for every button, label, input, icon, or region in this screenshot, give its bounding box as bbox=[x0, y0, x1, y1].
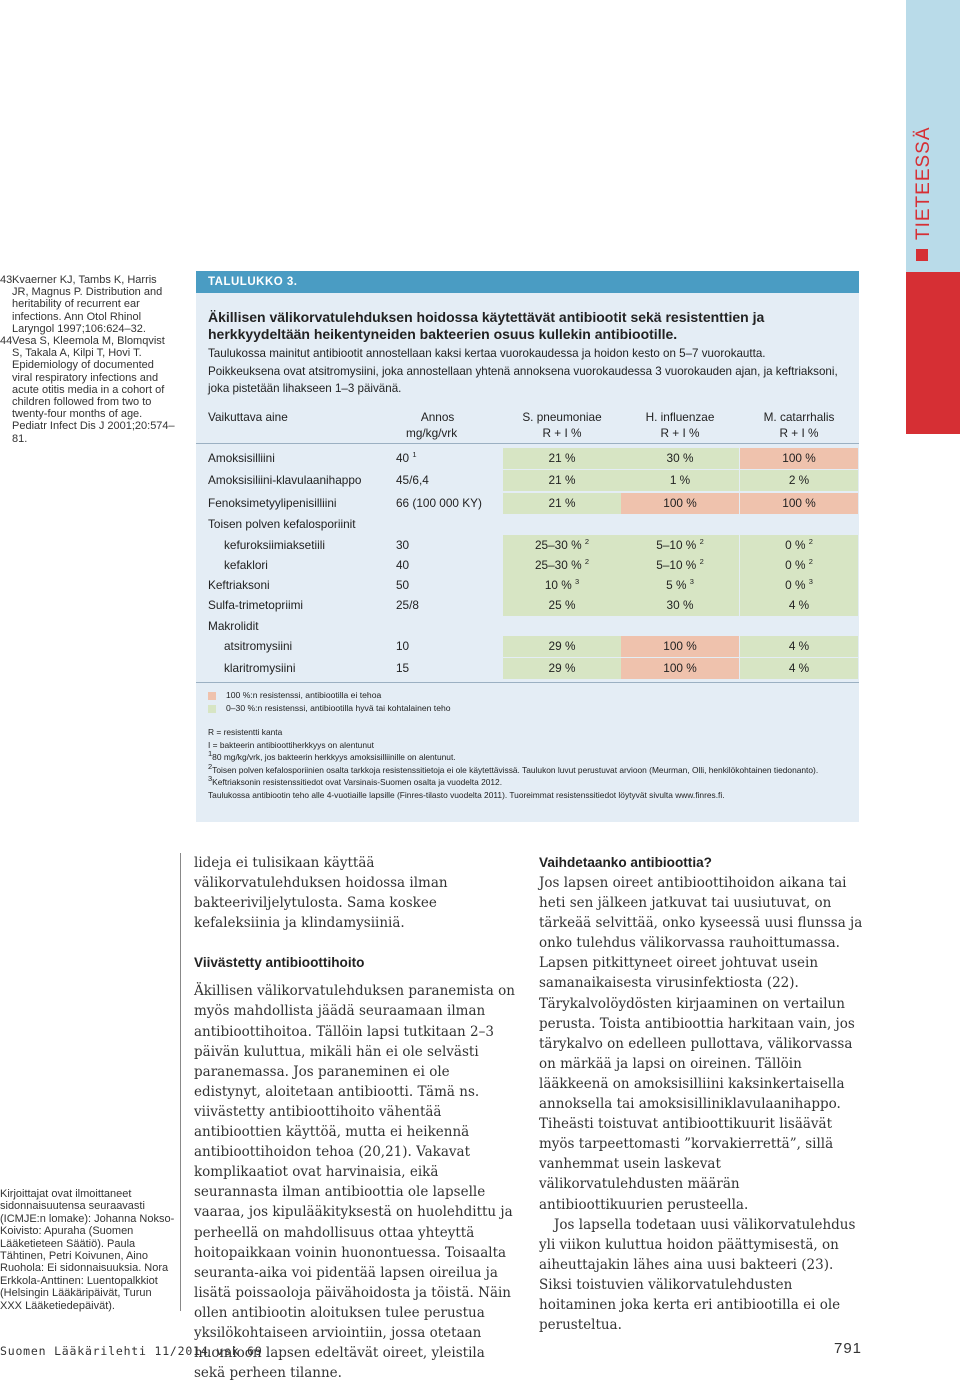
cell-catarrhalis: 4 % bbox=[740, 658, 858, 679]
cell-drug: Amoksisilliini bbox=[208, 451, 275, 465]
section-heading: Viivästetty antibioottihoito bbox=[194, 955, 365, 971]
legend-text: 100 %:n resistenssi, antibiootilla ei tehoa bbox=[226, 690, 382, 700]
table-divider bbox=[196, 682, 859, 683]
footnote-ref: 2 bbox=[699, 557, 704, 567]
cell-drug: Keftriaksoni bbox=[208, 578, 270, 592]
note-line bbox=[208, 776, 848, 789]
paragraph: Jos lapsella todetaan uusi välikorvatulehdus yli viikon kuluttua hoidon päättymisestä, on aiheuttajakin lähes aina uusi bakteeri (23). Siksi toistuvien välikorvatulehdusten hoitaminen joka kerta eri antibiootilla ei ole perusteltua. bbox=[539, 1216, 856, 1334]
cell-drug: Sulfa-trimetopriimi bbox=[208, 598, 304, 612]
footnote-ref: 2 bbox=[584, 557, 590, 567]
footnote-ref: 2 bbox=[584, 537, 590, 547]
footnote-ref: 2 bbox=[699, 537, 704, 547]
cell-drug: atsitromysiini bbox=[224, 639, 293, 653]
note-line: I = bakteerin antibioottiherkkyys on alentunut bbox=[208, 739, 374, 750]
cell-catarrhalis bbox=[740, 575, 858, 596]
section-label bbox=[913, 126, 934, 440]
section-heading: Vaihdetaanko antibioottia? bbox=[539, 855, 712, 870]
table-title: Äkillisen välikorvatulehduksen hoidossa käytettävät antibiootit sekä resistenttien ja herkkyydeltään heikentyneiden bakteerien osuus kullekin antibiootille. bbox=[208, 309, 765, 342]
table-header-bar bbox=[196, 271, 859, 293]
cell-influenzae: 30 % bbox=[621, 448, 739, 469]
cell-value: 25–30 % bbox=[534, 558, 582, 572]
cell-drug: kefaklori bbox=[224, 558, 268, 572]
header-pneumoniae-unit: R + I % bbox=[542, 426, 582, 440]
cell-catarrhalis: 4 % bbox=[740, 595, 858, 616]
reference-item bbox=[0, 335, 176, 445]
footnote-mark: 1 bbox=[208, 749, 213, 759]
cell-pneumoniae bbox=[503, 575, 621, 596]
header-influenzae-name: H. influenzae bbox=[645, 410, 715, 424]
footnote-mark: 3 bbox=[208, 774, 213, 784]
cell-drug: Fenoksimetyylipenisilliini bbox=[208, 496, 337, 510]
cell-pneumoniae: 29 % bbox=[503, 658, 621, 679]
cell-dose: 30 bbox=[396, 538, 410, 552]
cell-dose: 40 bbox=[396, 558, 410, 572]
legend-item bbox=[208, 702, 451, 715]
article-column-right bbox=[539, 853, 863, 1335]
note-text: Toisen polven kefalosporiinien osalta tarkkoja resistenssitietoja ei ole käytettävissä. Taulukon luvut perustuvat arvioon (Meurman, Olli, henkilökohtainen tiedonanto). bbox=[212, 764, 819, 775]
cell-pneumoniae: 25 % bbox=[503, 595, 621, 616]
cell-dose: 50 bbox=[396, 578, 410, 592]
cell-value: 25–30 % bbox=[534, 538, 582, 552]
cell-dose: 66 (100 000 KY) bbox=[396, 496, 482, 510]
legend-swatch-green bbox=[208, 705, 216, 713]
cell-catarrhalis bbox=[740, 535, 858, 556]
footnote-ref: 1 bbox=[412, 450, 417, 460]
footnote-ref: 3 bbox=[808, 577, 813, 587]
table-divider bbox=[196, 443, 859, 444]
table-legend bbox=[208, 689, 451, 715]
reference-text: Kvaerner KJ, Tambs K, Harris JR, Magnus P. Distribution and heritability of recurrent ear infections. Ann Otol Rhinol Laryngol 1997;106:624–32. bbox=[12, 274, 163, 335]
cell-value: 5–10 % bbox=[656, 538, 697, 552]
cell-drug-group: Toisen polven kefalosporiinit bbox=[208, 517, 356, 531]
cell-influenzae: 100 % bbox=[621, 636, 739, 657]
paragraph: lideja ei tulisikaan käyttää välikorvatulehduksen hoidossa ilman bakteeriviljelytulosta. Sama koskee kefaleksiinia ja klindamysiiniä. bbox=[194, 855, 448, 932]
antibiotic-table bbox=[196, 271, 859, 822]
cell-catarrhalis bbox=[740, 555, 858, 576]
cell-influenzae: 30 % bbox=[621, 595, 739, 616]
section-marker bbox=[916, 249, 928, 261]
cell-dose: 15 bbox=[396, 661, 410, 675]
table-notes bbox=[208, 726, 848, 801]
cell-catarrhalis: 100 % bbox=[740, 448, 858, 469]
paragraph: Äkillisen välikorvatulehduksen paranemista on myös mahdollista jäädä seuraamaan ilman antibioottihoitoa. Tällöin lapsi tutkitaan 2–3 päivän kuluttua, mikäli hän ei ole selvästi paranemassa. Jos paraneminen ei ole edistynyt, aloitetaan antibiootti. Tämä ns. viivästetty antibioottihoito vähentää antibioottien käyttöä, mutta ei heikennä antibioottihoidon tehoa (20,21). Vakavat komplikaatiot ovat harvinaisia, eikä seurannasta ilman antibioottia ole lapselle vaaraa, jos kipulääkityksestä on huolehdittu ja perheellä on mahdollisuus ottaa yhteyttä hoitopaikkaan voinin huonontuessa. Toisaalta seuranta-aika voi pidentää lapsen oireilua ja lisätä poissaoloja päivähoidosta ja töistä. Näin ollen antibiootin aloituksen tulee perustua yksilökohtaiseen arviointiin, jossa otetaan huomioon lapsen edeltävät oireet, yleistila sekä perheen tilanne. bbox=[194, 983, 515, 1382]
header-catarrhalis-name: M. catarrhalis bbox=[763, 410, 835, 424]
cell-drug: kefuroksiimiaksetiili bbox=[224, 538, 325, 552]
cell-value: 5 % bbox=[666, 578, 687, 592]
cell-influenzae bbox=[621, 555, 739, 576]
cell-value: 0 % bbox=[785, 558, 806, 572]
cell-value: 0 % bbox=[785, 578, 806, 592]
cell-influenzae: 1 % bbox=[621, 470, 739, 491]
header-pneumoniae-name: S. pneumoniae bbox=[522, 410, 602, 424]
legend-text: 0–30 %:n resistenssi, antibiootilla hyvä tai kohtalainen teho bbox=[226, 703, 451, 713]
note-line: Taulukossa antibiootin teho alle 4-vuotiaille lapsille (Finres-tilasto vuodelta 2011). Tuoreimmat resistenssitiedot löytyvät sivulta www.finres.fi. bbox=[208, 789, 725, 800]
header-pneumoniae bbox=[503, 409, 621, 441]
reference-text: Vesa S, Kleemola M, Blomqvist S, Takala A, Kilpi T, Hovi T. Epidemiology of documented viral respiratory infections and acute otitis media in a cohort of children followed from two to twenty-four months of age. Pediatr Infect Dis J 2001;20:574–81. bbox=[12, 335, 175, 445]
journal-footer: Suomen Lääkärilehti 11/2014 vsk 69 bbox=[0, 1344, 263, 1358]
header-influenzae-unit: R + I % bbox=[660, 426, 700, 440]
header-annos-line: Annos bbox=[420, 410, 455, 424]
reference-number: 44 bbox=[0, 335, 13, 348]
reference-list bbox=[0, 274, 176, 445]
cell-influenzae bbox=[621, 575, 739, 596]
conflict-of-interest-note: Kirjoittajat ovat ilmoittaneet sidonnaisuutensa seuraavasti (ICMJE:n lomake): Johanna Nokso-Koivisto: Apuraha (Suomen Lääketieteen Säätiö). Paula Tähtinen, Petri Koivunen, Aino Ruohola: Ei sidonnaisuuksia. Nora Erkkola-Anttinen: Luentopalkkiot (Helsingin Lääkäripäivät, Turun XXX Lääketiedepäivät). bbox=[0, 1188, 175, 1312]
cell-value: 5–10 % bbox=[656, 558, 697, 572]
cell-influenzae: 100 % bbox=[621, 658, 739, 679]
header-annos-unit: mg/kg/vrk bbox=[406, 426, 458, 440]
cell-influenzae bbox=[621, 535, 739, 556]
footnote-ref: 3 bbox=[689, 577, 694, 587]
footnote-ref: 2 bbox=[808, 557, 813, 567]
header-aine: Vaikuttava aine bbox=[208, 410, 288, 424]
cell-pneumoniae bbox=[503, 555, 621, 576]
article-column-middle bbox=[194, 853, 519, 1383]
cell-pneumoniae: 21 % bbox=[503, 493, 621, 514]
cell-dose: 10 bbox=[396, 639, 410, 653]
cell-value: 0 % bbox=[785, 538, 806, 552]
table-description-line: Poikkeuksena ovat atsitromysiini, joka annostellaan yhtenä annoksena vuorokaudessa 3 vuorokauden ajan, ja keftriaksoni, joka pistetään lihakseen 1–3 päivänä. bbox=[208, 364, 838, 395]
footnote-mark: 2 bbox=[208, 761, 213, 771]
reference-item bbox=[0, 274, 176, 335]
note-line bbox=[208, 751, 848, 764]
footnote-ref: 2 bbox=[808, 537, 813, 547]
cell-drug: Amoksisiliini-klavulaanihappo bbox=[208, 473, 362, 487]
cell-value: 10 % bbox=[544, 578, 572, 592]
cell-pneumoniae: 21 % bbox=[503, 448, 621, 469]
footnote-ref: 3 bbox=[575, 577, 580, 587]
paragraph: Jos lapsen oireet antibioottihoidon aikana tai heti sen jälkeen jatkuvat tai uusiutuvat, on tärkeää selvittää, onko kyseessä uusi flunssa ja onko tulehdus välikorvassa rauhoittumassa. Lapsen pitkittyneet oireet johtuvat usein samanaikaisesta virusinfektiosta (22). Tärykalvolöydösten kirjaaminen on vertailun perusta. Toista antibioottia harkitaan vain, jos tärykalvo on edelleen pullottava, välikorvassa on märkää ja lapsi on oireinen. Tällöin lääkkeenä on amoksisilliini kaksinkertaisella annoksella tai amoksisilliniklavulaanihappo. Tiheästi toistuvat antibioottikuurit lisäävät myös tarpeettomasti ”korvakierrettä”, sillä vanhemmat usein laskevat välikorvatulehdusten määrän antibioottikuurien perusteella. bbox=[539, 875, 863, 1213]
reference-number: 43 bbox=[0, 274, 13, 286]
cell-catarrhalis: 4 % bbox=[740, 636, 858, 657]
cell-pneumoniae bbox=[503, 535, 621, 556]
column-divider bbox=[180, 853, 181, 1311]
cell-dose bbox=[396, 448, 466, 469]
cell-drug-group: Makrolidit bbox=[208, 619, 259, 633]
cell-pneumoniae: 29 % bbox=[503, 636, 621, 657]
header-catarrhalis bbox=[740, 409, 858, 441]
legend-swatch-pink bbox=[208, 692, 216, 700]
legend-item bbox=[208, 689, 451, 702]
note-text: Keftriaksonin resistenssitiedot ovat Varsinais-Suomen osalta ja vuodelta 2012. bbox=[212, 777, 503, 787]
table-number: TALULUKKO 3. bbox=[208, 276, 298, 288]
cell-dose: 25/8 bbox=[396, 598, 419, 612]
section-label-text: TIETEESSÄ bbox=[913, 126, 934, 240]
cell-drug: klaritromysiini bbox=[224, 661, 296, 675]
table-description-line: Taulukossa mainitut antibiootit annostellaan kaksi kertaa vuorokaudessa ja hoidon kesto on 5–7 vuorokautta. bbox=[208, 347, 766, 360]
header-annos bbox=[406, 409, 457, 441]
header-catarrhalis-unit: R + I % bbox=[779, 426, 819, 440]
note-text: 80 mg/kg/vrk, jos bakteerin herkkyys amoksisilliinille on alentunut. bbox=[212, 752, 456, 762]
page-number: 791 bbox=[834, 1340, 863, 1357]
cell-dose-value: 40 bbox=[396, 451, 410, 465]
cell-dose: 45/6,4 bbox=[396, 473, 429, 487]
header-influenzae bbox=[621, 409, 739, 441]
cell-pneumoniae: 21 % bbox=[503, 470, 621, 491]
cell-catarrhalis: 100 % bbox=[740, 493, 858, 514]
cell-influenzae: 100 % bbox=[621, 493, 739, 514]
table-description bbox=[208, 345, 838, 398]
cell-catarrhalis: 2 % bbox=[740, 470, 858, 491]
note-line: R = resistentti kanta bbox=[208, 727, 283, 737]
note-line bbox=[208, 761, 848, 777]
